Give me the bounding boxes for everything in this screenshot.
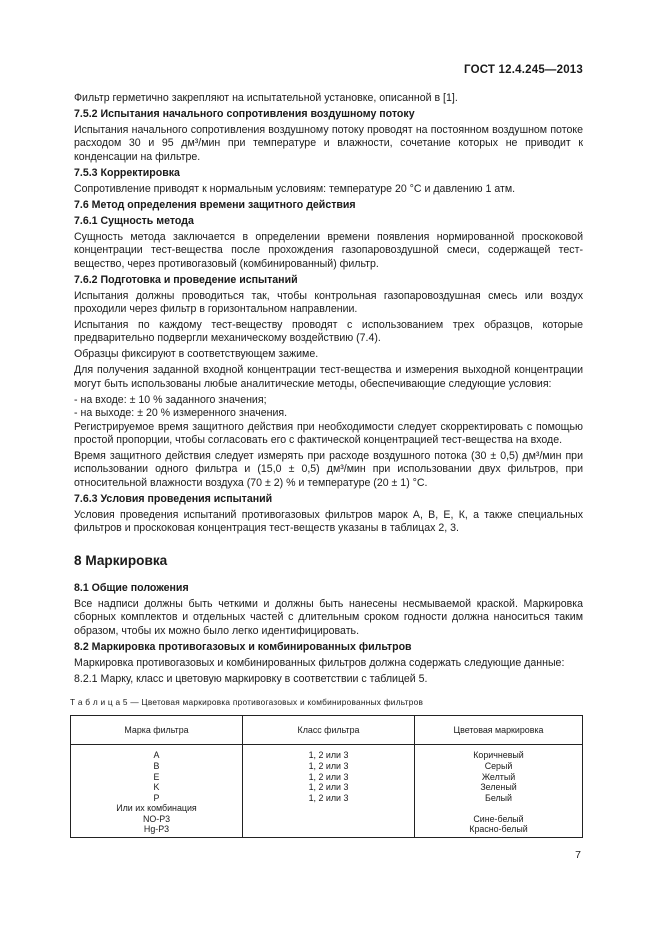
list-item: - на выходе: ± 20 % измеренного значения. <box>74 407 288 420</box>
paragraph: Испытания должны проводиться так, чтобы контрольная газопаровоздушная смесь или воздух проходили через фильтр в горизонтальном направлении. <box>74 289 583 316</box>
document-code: ГОСТ 12.4.245—2013 <box>464 64 583 76</box>
table-caption: Т а б л и ц а 5 — Цветовая маркировка противогазовых и комбинированных фильтров <box>70 696 424 707</box>
body-text <box>74 92 583 686</box>
column-mark-values <box>71 745 243 838</box>
table-row <box>71 745 583 838</box>
table-cell: Или их комбинация <box>116 803 197 814</box>
table-cell <box>243 803 414 814</box>
paragraph: Для получения заданной входной концентрации тест-вещества и измерения выходной концентрации могут быть использованы любые аналитические методы, обеспечивающие следующие условия: <box>74 364 583 390</box>
table-cell: 1, 2 или 3 <box>308 760 349 771</box>
section-heading: 7.6.3 Условия проведения испытаний <box>74 492 273 505</box>
section-heading: 8.2 Маркировка противогазовых и комбинированных фильтров <box>74 640 412 653</box>
column-color-values <box>415 745 583 838</box>
table-cell <box>243 824 414 835</box>
color-marking-table <box>70 715 583 838</box>
table-cell: 1, 2 или 3 <box>308 792 349 803</box>
chapter-heading: 8 Маркировка <box>74 552 168 568</box>
table-cell: Красно-белый <box>469 824 528 835</box>
table-cell: E <box>153 771 160 782</box>
table-cell: Серый <box>484 760 513 771</box>
page-content <box>70 92 583 838</box>
column-header-color: Цветовая маркировка <box>415 716 583 745</box>
section-heading: 8.1 Общие положения <box>74 581 189 594</box>
paragraph: Испытания по каждому тест-веществу проводят с использованием трех образцов, которые предварительно подвергли механическому воздействию (7.4). <box>74 319 583 345</box>
table-cell: K <box>153 782 160 793</box>
table-cell: Желтый <box>481 771 516 782</box>
section-heading: 7.5.3 Корректировка <box>74 166 180 179</box>
section-heading: 7.6 Метод определения времени защитного действия <box>74 198 356 211</box>
column-class-values <box>243 745 415 838</box>
table-cell: 1, 2 или 3 <box>308 782 349 793</box>
table-cell: Hg-P3 <box>143 824 170 835</box>
table-header-row <box>71 716 583 745</box>
table-cell: Зеленый <box>480 782 517 793</box>
paragraph: Образцы фиксируют в соответствующем зажиме. <box>74 348 319 361</box>
section-heading: 7.6.2 Подготовка и проведение испытаний <box>74 273 298 286</box>
table-cell: A <box>153 750 160 761</box>
section-heading: 7.6.1 Сущность метода <box>74 214 194 227</box>
paragraph: Испытания начального сопротивления воздушному потоку проводят на постоянном воздушном потоке расходом 30 и 95 дм³/мин при температуре и влажности, сочетание которых не приводит к конденсации на фильтре. <box>74 124 583 163</box>
table-cell: 1, 2 или 3 <box>308 750 349 761</box>
paragraph: Все надписи должны быть четкими и должны быть нанесены несмываемой краской. Маркировка сборных комплектов и отдельных частей с длительным сроком годности должна наноситься таким образом, чтобы их можно было легко идентифицировать. <box>74 597 583 637</box>
paragraph: Регистрируемое время защитного действия при необходимости следует скорректировать с помощью простой пропорции, чтобы согласовать его с фактической концентрацией тест-вещества на входе. <box>74 420 583 447</box>
paragraph: Сопротивление приводят к нормальным условиям: температуре 20 °С и давлению 1 атм. <box>74 182 516 195</box>
paragraph: Время защитного действия следует измерять при расходе воздушного потока (30 ± 0,5) дм³/мин при использовании одного фильтра и (15,0 ± 0,5) дм³/мин при использовании двух фильтров, при относительной влажности воздуха (70 ± 2) % и температуре (20 ± 1) °С. <box>74 450 583 489</box>
paragraph: 8.2.1 Марку, класс и цветовую маркировку в соответствии с таблицей 5. <box>74 672 428 685</box>
table-cell <box>415 803 582 814</box>
column-header-mark: Марка фильтра <box>71 716 243 745</box>
paragraph: Маркировка противогазовых и комбинированных фильтров должна содержать следующие данные: <box>74 656 565 669</box>
paragraph: Фильтр герметично закрепляют на испытательной установке, описанной в [1]. <box>74 92 458 104</box>
paragraph: Условия проведения испытаний противогазовых фильтров марок А, В, Е, К, а также специальных фильтров и проскоковая концентрация тест-веществ указаны в таблицах 2, 3. <box>74 508 583 535</box>
section-heading: 7.5.2 Испытания начального сопротивления воздушному потоку <box>74 108 415 120</box>
paragraph: Сущность метода заключается в определении времени появления нормированной проскоковой концентрации тест-вещества после прохождения газопаровоздушной смеси, содержащей тест-вещество, через противогазовый (комбинированный) фильтр. <box>74 230 583 270</box>
page-number: 7 <box>575 849 581 861</box>
table-cell: Коричневый <box>473 750 524 761</box>
table-cell <box>243 814 414 825</box>
column-header-class: Класс фильтра <box>243 716 415 745</box>
table-cell: Белый <box>485 792 512 803</box>
table-cell: B <box>153 760 160 771</box>
table-cell: NO-P3 <box>142 813 171 824</box>
table-cell: P <box>153 792 160 803</box>
table-cell: Сине-белый <box>473 813 524 824</box>
list-item: - на входе: ± 10 % заданного значения; <box>74 393 267 406</box>
table-cell: 1, 2 или 3 <box>308 771 349 782</box>
